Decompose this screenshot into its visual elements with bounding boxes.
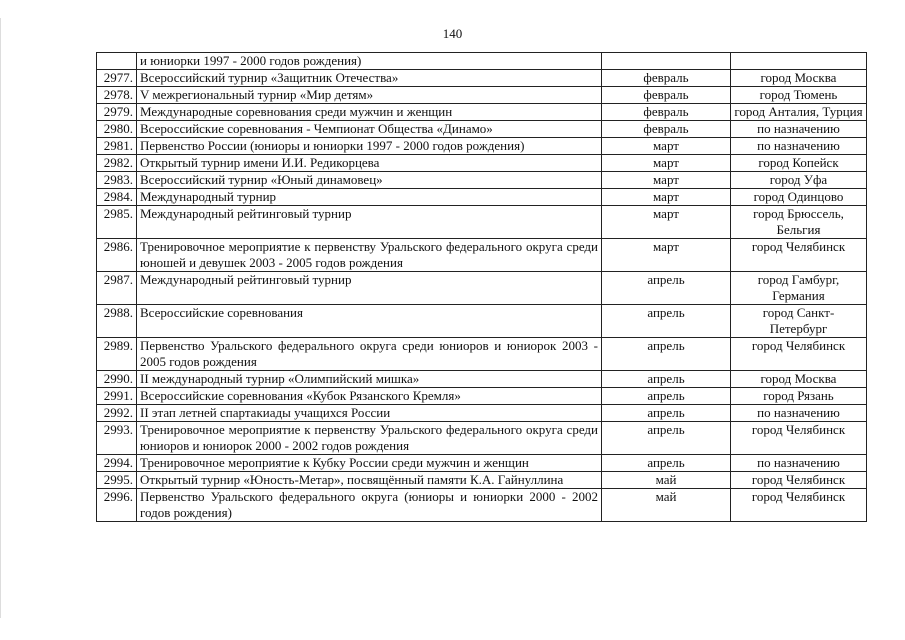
- event-place: город Брюссель, Бельгия: [731, 206, 867, 239]
- event-number: 2977.: [97, 70, 137, 87]
- event-name: Тренировочное мероприятие к первенству Уральского федерального округа среди юношей и девушек 2003 - 2005 годов рождения: [137, 239, 602, 272]
- event-date: март: [602, 239, 731, 272]
- event-number: 2995.: [97, 472, 137, 489]
- event-place: город Санкт-Петербург: [731, 305, 867, 338]
- table-row: [97, 121, 867, 138]
- event-place: по назначению: [731, 138, 867, 155]
- table-row: [97, 489, 867, 522]
- table-row: [97, 239, 867, 272]
- event-number: 2986.: [97, 239, 137, 272]
- event-number: 2980.: [97, 121, 137, 138]
- event-date: май: [602, 472, 731, 489]
- event-name: Открытый турнир «Юность-Метар», посвящённый памяти К.А. Гайнуллина: [137, 472, 602, 489]
- event-number: 2984.: [97, 189, 137, 206]
- event-place: город Одинцово: [731, 189, 867, 206]
- event-date: март: [602, 172, 731, 189]
- event-date: апрель: [602, 371, 731, 388]
- event-number: 2987.: [97, 272, 137, 305]
- event-name: Международный турнир: [137, 189, 602, 206]
- table-row: [97, 405, 867, 422]
- event-place: город Тюмень: [731, 87, 867, 104]
- table-row: [97, 172, 867, 189]
- event-date: апрель: [602, 338, 731, 371]
- table-row: [97, 305, 867, 338]
- event-date: март: [602, 138, 731, 155]
- event-number: 2985.: [97, 206, 137, 239]
- page-edge-line: [0, 18, 1, 618]
- event-date: апрель: [602, 422, 731, 455]
- event-place: город Челябинск: [731, 489, 867, 522]
- event-number: 2991.: [97, 388, 137, 405]
- event-name: Первенство Уральского федерального округа (юниоры и юниорки 2000 - 2002 годов рождения): [137, 489, 602, 522]
- event-number: 2996.: [97, 489, 137, 522]
- event-date: март: [602, 189, 731, 206]
- table-row: [97, 388, 867, 405]
- event-date: апрель: [602, 405, 731, 422]
- table-row: [97, 138, 867, 155]
- table-row: [97, 53, 867, 70]
- event-name: Открытый турнир имени И.И. Редикорцева: [137, 155, 602, 172]
- event-number: 2981.: [97, 138, 137, 155]
- event-place: город Уфа: [731, 172, 867, 189]
- event-place: город Челябинск: [731, 239, 867, 272]
- table-row: [97, 472, 867, 489]
- table-row: [97, 104, 867, 121]
- event-date: февраль: [602, 104, 731, 121]
- table-row: [97, 87, 867, 104]
- event-number: 2994.: [97, 455, 137, 472]
- event-date: [602, 53, 731, 70]
- event-name: II этап летней спартакиады учащихся России: [137, 405, 602, 422]
- event-date: март: [602, 206, 731, 239]
- events-table: [96, 52, 867, 522]
- event-date: апрель: [602, 272, 731, 305]
- event-number: [97, 53, 137, 70]
- page-number: 140: [442, 26, 463, 41]
- event-date: апрель: [602, 455, 731, 472]
- event-place: [731, 53, 867, 70]
- event-date: апрель: [602, 388, 731, 405]
- event-date: март: [602, 155, 731, 172]
- event-number: 2989.: [97, 338, 137, 371]
- event-name: и юниорки 1997 - 2000 годов рождения): [137, 53, 602, 70]
- table-row: [97, 206, 867, 239]
- event-place: город Челябинск: [731, 338, 867, 371]
- event-number: 2978.: [97, 87, 137, 104]
- event-place: город Москва: [731, 371, 867, 388]
- table-row: [97, 422, 867, 455]
- event-place: город Челябинск: [731, 472, 867, 489]
- event-name: Первенство России (юниоры и юниорки 1997 - 2000 годов рождения): [137, 138, 602, 155]
- event-date: апрель: [602, 305, 731, 338]
- event-number: 2979.: [97, 104, 137, 121]
- table-row: [97, 371, 867, 388]
- event-number: 2992.: [97, 405, 137, 422]
- event-name: Всероссийские соревнования - Чемпионат Общества «Динамо»: [137, 121, 602, 138]
- event-name: Всероссийские соревнования «Кубок Рязанского Кремля»: [137, 388, 602, 405]
- event-name: Тренировочное мероприятие к Кубку России среди мужчин и женщин: [137, 455, 602, 472]
- event-name: Тренировочное мероприятие к первенству Уральского федерального округа среди юниоров и юниорок 2000 - 2002 годов рождения: [137, 422, 602, 455]
- event-name: II международный турнир «Олимпийский мишка»: [137, 371, 602, 388]
- table-row: [97, 455, 867, 472]
- event-name: V межрегиональный турнир «Мир детям»: [137, 87, 602, 104]
- table-row: [97, 338, 867, 371]
- table-row: [97, 189, 867, 206]
- event-place: по назначению: [731, 405, 867, 422]
- event-place: город Рязань: [731, 388, 867, 405]
- event-name: Всероссийские соревнования: [137, 305, 602, 338]
- event-name: Международные соревнования среди мужчин и женщин: [137, 104, 602, 121]
- event-number: 2983.: [97, 172, 137, 189]
- table-row: [97, 70, 867, 87]
- event-place: город Челябинск: [731, 422, 867, 455]
- table-row: [97, 155, 867, 172]
- event-date: май: [602, 489, 731, 522]
- event-place: по назначению: [731, 121, 867, 138]
- table-row: [97, 272, 867, 305]
- event-name: Международный рейтинговый турнир: [137, 206, 602, 239]
- event-name: Первенство Уральского федерального округа среди юниоров и юниорок 2003 - 2005 годов рождения: [137, 338, 602, 371]
- events-table-body: [97, 53, 867, 522]
- event-place: город Москва: [731, 70, 867, 87]
- event-number: 2982.: [97, 155, 137, 172]
- event-date: февраль: [602, 70, 731, 87]
- event-number: 2990.: [97, 371, 137, 388]
- event-place: город Копейск: [731, 155, 867, 172]
- event-number: 2993.: [97, 422, 137, 455]
- event-place: по назначению: [731, 455, 867, 472]
- event-place: город Гамбург, Германия: [731, 272, 867, 305]
- event-number: 2988.: [97, 305, 137, 338]
- event-place: город Анталия, Турция: [731, 104, 867, 121]
- event-date: февраль: [602, 121, 731, 138]
- event-name: Всероссийский турнир «Юный динамовец»: [137, 172, 602, 189]
- event-name: Всероссийский турнир «Защитник Отечества»: [137, 70, 602, 87]
- event-date: февраль: [602, 87, 731, 104]
- event-name: Международный рейтинговый турнир: [137, 272, 602, 305]
